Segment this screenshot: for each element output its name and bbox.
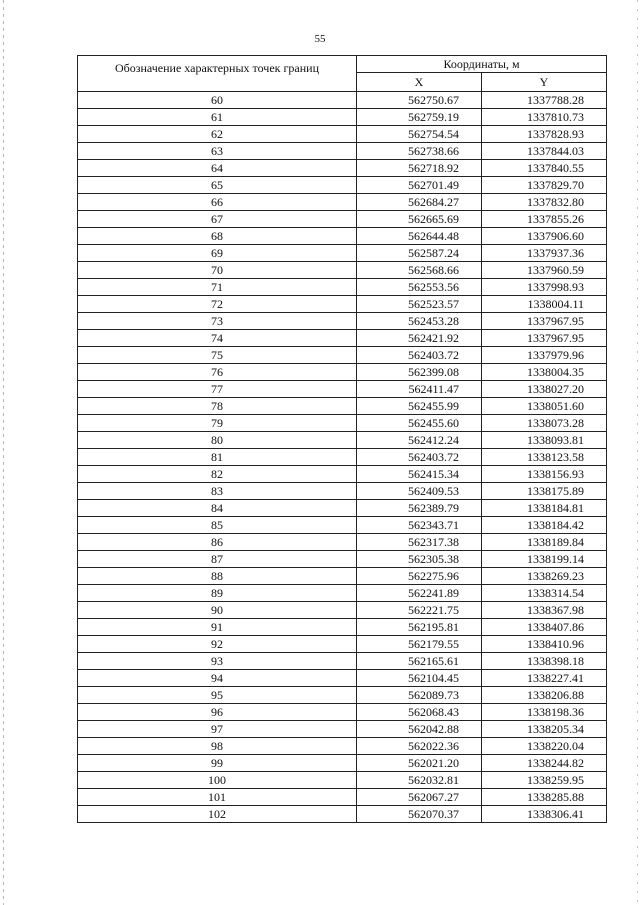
x-cell: 562403.72 [357, 449, 482, 466]
x-cell: 562195.81 [357, 619, 482, 636]
y-cell: 1338306.41 [482, 806, 607, 823]
table-row [78, 211, 607, 228]
table-row [78, 109, 607, 126]
table-row [78, 585, 607, 602]
y-cell: 1338199.14 [482, 551, 607, 568]
y-cell: 1338156.93 [482, 466, 607, 483]
table-row [78, 670, 607, 687]
point-cell: 96 [78, 704, 357, 721]
y-cell: 1338259.95 [482, 772, 607, 789]
x-cell: 562032.81 [357, 772, 482, 789]
y-cell: 1337967.95 [482, 330, 607, 347]
point-cell: 83 [78, 483, 357, 500]
y-cell: 1337937.36 [482, 245, 607, 262]
table-row [78, 466, 607, 483]
y-cell: 1338198.36 [482, 704, 607, 721]
x-cell: 562089.73 [357, 687, 482, 704]
y-cell: 1338398.18 [482, 653, 607, 670]
point-cell: 78 [78, 398, 357, 415]
table-row [78, 415, 607, 432]
y-cell: 1337828.93 [482, 126, 607, 143]
y-cell: 1338027.20 [482, 381, 607, 398]
table-row [78, 92, 607, 109]
point-cell: 101 [78, 789, 357, 806]
point-cell: 73 [78, 313, 357, 330]
table-row [78, 364, 607, 381]
y-cell: 1337844.03 [482, 143, 607, 160]
point-cell: 66 [78, 194, 357, 211]
point-cell: 63 [78, 143, 357, 160]
table-row [78, 806, 607, 823]
y-cell: 1337855.26 [482, 211, 607, 228]
table-row [78, 228, 607, 245]
y-cell: 1337967.95 [482, 313, 607, 330]
table-row [78, 143, 607, 160]
table-row [78, 534, 607, 551]
x-cell: 562684.27 [357, 194, 482, 211]
x-cell: 562455.60 [357, 415, 482, 432]
point-cell: 81 [78, 449, 357, 466]
y-cell: 1337840.55 [482, 160, 607, 177]
table-row [78, 262, 607, 279]
y-cell: 1338227.41 [482, 670, 607, 687]
y-cell: 1338220.04 [482, 738, 607, 755]
y-cell: 1337906.60 [482, 228, 607, 245]
table-row [78, 432, 607, 449]
point-cell: 84 [78, 500, 357, 517]
point-cell: 99 [78, 755, 357, 772]
point-cell: 87 [78, 551, 357, 568]
header-y: Y [482, 73, 607, 92]
x-cell: 562179.55 [357, 636, 482, 653]
point-cell: 62 [78, 126, 357, 143]
point-cell: 69 [78, 245, 357, 262]
point-cell: 65 [78, 177, 357, 194]
table-row [78, 194, 607, 211]
x-cell: 562644.48 [357, 228, 482, 245]
table-row [78, 704, 607, 721]
y-cell: 1338175.89 [482, 483, 607, 500]
x-cell: 562411.47 [357, 381, 482, 398]
table-row [78, 500, 607, 517]
point-cell: 91 [78, 619, 357, 636]
x-cell: 562389.79 [357, 500, 482, 517]
point-cell: 93 [78, 653, 357, 670]
point-cell: 77 [78, 381, 357, 398]
y-cell: 1338410.96 [482, 636, 607, 653]
table-row [78, 330, 607, 347]
y-cell: 1338314.54 [482, 585, 607, 602]
table-row [78, 296, 607, 313]
table-row [78, 177, 607, 194]
y-cell: 1338051.60 [482, 398, 607, 415]
x-cell: 562718.92 [357, 160, 482, 177]
x-cell: 562759.19 [357, 109, 482, 126]
point-cell: 75 [78, 347, 357, 364]
x-cell: 562022.36 [357, 738, 482, 755]
table-row [78, 279, 607, 296]
y-cell: 1338184.42 [482, 517, 607, 534]
point-cell: 88 [78, 568, 357, 585]
y-cell: 1338244.82 [482, 755, 607, 772]
x-cell: 562104.45 [357, 670, 482, 687]
x-cell: 562241.89 [357, 585, 482, 602]
table-row [78, 721, 607, 738]
x-cell: 562343.71 [357, 517, 482, 534]
point-cell: 89 [78, 585, 357, 602]
point-cell: 68 [78, 228, 357, 245]
table-row [78, 789, 607, 806]
y-cell: 1337960.59 [482, 262, 607, 279]
table-row [78, 568, 607, 585]
x-cell: 562701.49 [357, 177, 482, 194]
point-cell: 76 [78, 364, 357, 381]
table-row [78, 772, 607, 789]
table-row [78, 602, 607, 619]
scan-edge-left [3, 0, 4, 905]
x-cell: 562403.72 [357, 347, 482, 364]
y-cell: 1338367.98 [482, 602, 607, 619]
point-cell: 92 [78, 636, 357, 653]
x-cell: 562665.69 [357, 211, 482, 228]
x-cell: 562317.38 [357, 534, 482, 551]
x-cell: 562305.38 [357, 551, 482, 568]
x-cell: 562068.43 [357, 704, 482, 721]
header-coordinates: Координаты, м [357, 56, 607, 73]
coordinates-table [77, 55, 607, 823]
x-cell: 562568.66 [357, 262, 482, 279]
point-cell: 72 [78, 296, 357, 313]
x-cell: 562738.66 [357, 143, 482, 160]
table-row [78, 483, 607, 500]
table-row [78, 636, 607, 653]
y-cell: 1338073.28 [482, 415, 607, 432]
table-row [78, 551, 607, 568]
y-cell: 1338205.34 [482, 721, 607, 738]
x-cell: 562553.56 [357, 279, 482, 296]
x-cell: 562021.20 [357, 755, 482, 772]
y-cell: 1338004.35 [482, 364, 607, 381]
table-row [78, 449, 607, 466]
point-cell: 79 [78, 415, 357, 432]
x-cell: 562399.08 [357, 364, 482, 381]
table-row [78, 619, 607, 636]
y-cell: 1338269.23 [482, 568, 607, 585]
x-cell: 562455.99 [357, 398, 482, 415]
y-cell: 1338004.11 [482, 296, 607, 313]
x-cell: 562750.67 [357, 92, 482, 109]
x-cell: 562415.34 [357, 466, 482, 483]
point-cell: 100 [78, 772, 357, 789]
y-cell: 1338407.86 [482, 619, 607, 636]
table-row [78, 755, 607, 772]
table-row [78, 160, 607, 177]
point-cell: 71 [78, 279, 357, 296]
table-row [78, 245, 607, 262]
page-number: 55 [314, 33, 326, 45]
y-cell: 1338093.81 [482, 432, 607, 449]
y-cell: 1338123.58 [482, 449, 607, 466]
x-cell: 562421.92 [357, 330, 482, 347]
y-cell: 1337788.28 [482, 92, 607, 109]
table-row [78, 517, 607, 534]
table-row [78, 738, 607, 755]
y-cell: 1338189.84 [482, 534, 607, 551]
y-cell: 1338184.81 [482, 500, 607, 517]
point-cell: 70 [78, 262, 357, 279]
point-cell: 60 [78, 92, 357, 109]
y-cell: 1337998.93 [482, 279, 607, 296]
table-row [78, 398, 607, 415]
point-cell: 102 [78, 806, 357, 823]
point-cell: 61 [78, 109, 357, 126]
header-x: X [357, 73, 482, 92]
table-row [78, 313, 607, 330]
point-cell: 94 [78, 670, 357, 687]
table-row [78, 381, 607, 398]
point-cell: 90 [78, 602, 357, 619]
table-row [78, 653, 607, 670]
x-cell: 562523.57 [357, 296, 482, 313]
point-cell: 74 [78, 330, 357, 347]
x-cell: 562754.54 [357, 126, 482, 143]
table-body [78, 92, 607, 823]
y-cell: 1337810.73 [482, 109, 607, 126]
point-cell: 64 [78, 160, 357, 177]
x-cell: 562587.24 [357, 245, 482, 262]
point-cell: 86 [78, 534, 357, 551]
y-cell: 1337829.70 [482, 177, 607, 194]
x-cell: 562453.28 [357, 313, 482, 330]
header-point-designation: Обозначение характерных точек границ [78, 56, 357, 92]
point-cell: 80 [78, 432, 357, 449]
x-cell: 562042.88 [357, 721, 482, 738]
table-row [78, 126, 607, 143]
table-row [78, 347, 607, 364]
x-cell: 562409.53 [357, 483, 482, 500]
y-cell: 1338206.88 [482, 687, 607, 704]
point-cell: 85 [78, 517, 357, 534]
scan-edge-right [637, 0, 638, 905]
x-cell: 562412.24 [357, 432, 482, 449]
y-cell: 1338285.88 [482, 789, 607, 806]
y-cell: 1337832.80 [482, 194, 607, 211]
point-cell: 82 [78, 466, 357, 483]
point-cell: 97 [78, 721, 357, 738]
x-cell: 562067.27 [357, 789, 482, 806]
point-cell: 67 [78, 211, 357, 228]
point-cell: 98 [78, 738, 357, 755]
point-cell: 95 [78, 687, 357, 704]
table-row [78, 687, 607, 704]
y-cell: 1337979.96 [482, 347, 607, 364]
x-cell: 562070.37 [357, 806, 482, 823]
x-cell: 562221.75 [357, 602, 482, 619]
x-cell: 562165.61 [357, 653, 482, 670]
x-cell: 562275.96 [357, 568, 482, 585]
